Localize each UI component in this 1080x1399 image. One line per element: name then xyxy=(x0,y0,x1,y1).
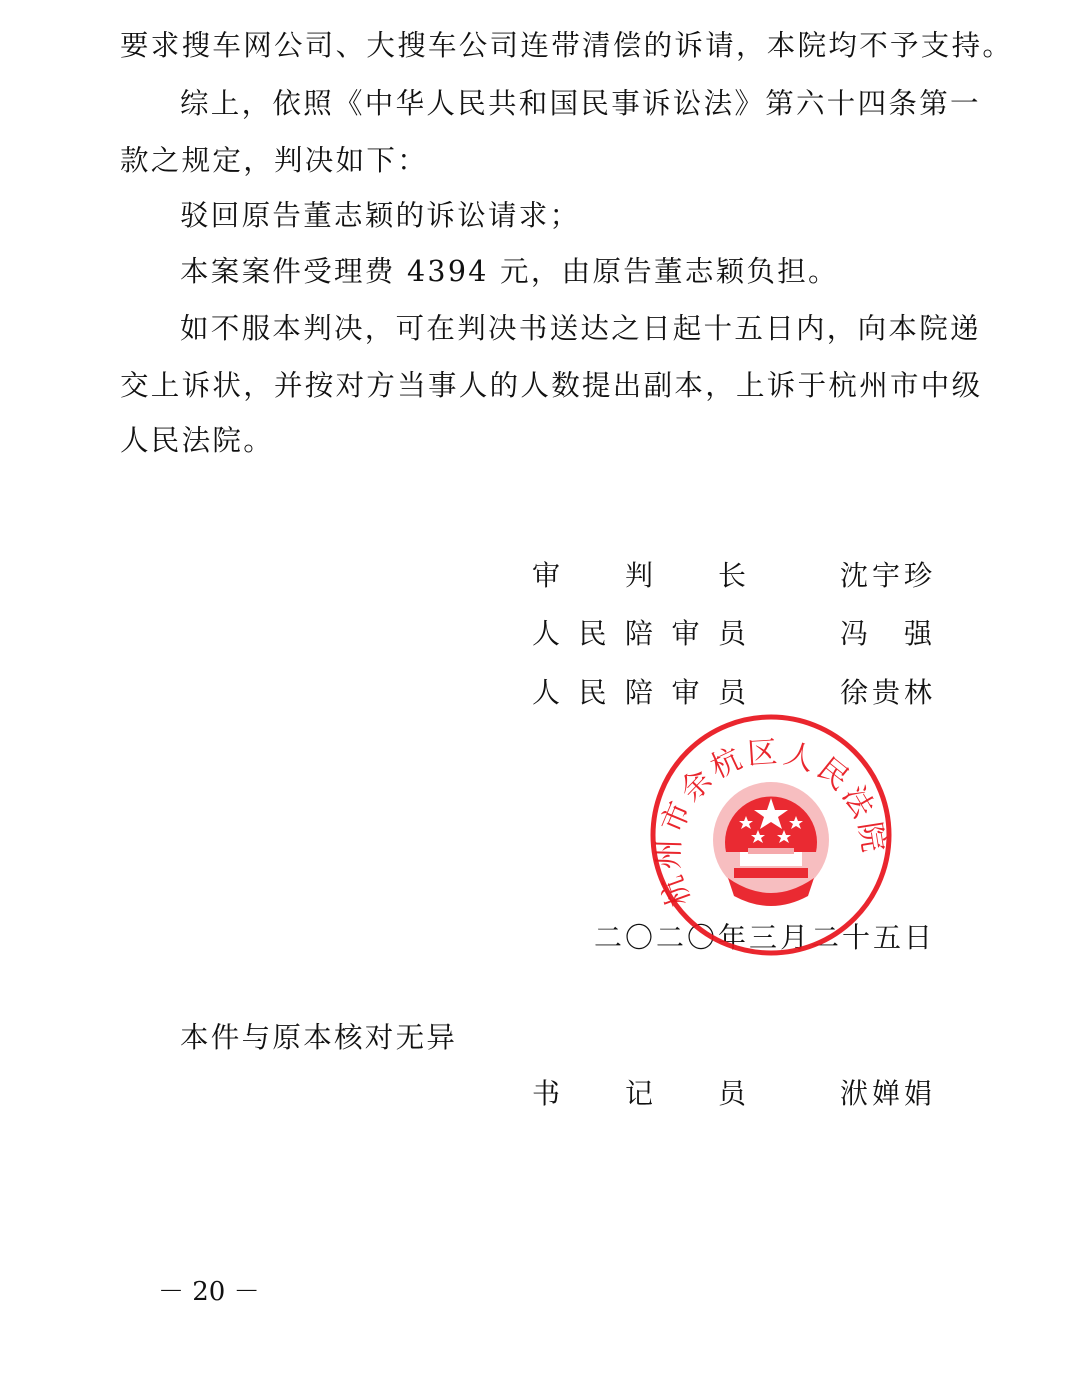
name-char: 娟 xyxy=(903,1077,932,1110)
role-char: 陪 xyxy=(624,676,653,709)
name-char: 贵 xyxy=(871,676,900,709)
name-char: 沈 xyxy=(840,559,869,592)
role-char: 人 xyxy=(532,617,561,650)
signature-juror-2 xyxy=(532,673,952,713)
fee-line: 本案案件受理费 4394 元，由原告董志颖负担。 xyxy=(180,255,839,288)
verification-note: 本件与原本核对无异 xyxy=(180,1021,458,1054)
signature-role xyxy=(532,673,746,713)
signature-role xyxy=(532,1074,746,1114)
body-line: 款之规定，判决如下： xyxy=(120,144,429,177)
role-char: 长 xyxy=(717,559,746,592)
role-char: 审 xyxy=(532,559,561,592)
judgment-item: 驳回原告董志颖的诉讼请求； xyxy=(180,199,581,232)
seal-text: 杭州市余杭区人民法院 xyxy=(651,734,892,912)
signature-clerk xyxy=(532,1074,952,1114)
role-char: 民 xyxy=(578,676,607,709)
name-char: 洑 xyxy=(840,1077,869,1110)
appeal-notice-line: 如不服本判决，可在判决书送达之日起十五日内，向本院递 xyxy=(180,312,981,345)
court-seal-icon xyxy=(648,712,894,958)
name-char: 强 xyxy=(903,617,932,650)
role-char: 审 xyxy=(671,617,700,650)
role-char: 陪 xyxy=(624,617,653,650)
signature-name xyxy=(840,673,932,713)
signature-name xyxy=(840,1074,932,1114)
role-char: 员 xyxy=(717,617,746,650)
role-char: 人 xyxy=(532,676,561,709)
signature-role xyxy=(532,614,746,654)
role-char: 记 xyxy=(624,1077,653,1110)
role-char: 判 xyxy=(624,559,653,592)
judgment-date: 二〇二〇年三月二十五日 xyxy=(594,921,936,954)
name-char: 徐 xyxy=(840,676,869,709)
role-char: 员 xyxy=(717,1077,746,1110)
national-emblem-icon xyxy=(713,782,829,906)
name-char: 林 xyxy=(903,676,932,709)
body-line: 综上，依照《中华人民共和国民事诉讼法》第六十四条第一 xyxy=(180,87,981,120)
role-char: 书 xyxy=(532,1077,561,1110)
name-char: 珍 xyxy=(903,559,932,592)
role-char: 民 xyxy=(578,617,607,650)
signature-juror-1 xyxy=(532,614,952,654)
page-number: － 20 － xyxy=(158,1277,260,1307)
body-line: 要求搜车网公司、大搜车公司连带清偿的诉请，本院均不予支持。 xyxy=(120,29,1014,62)
name-char: 婵 xyxy=(871,1077,900,1110)
signature-role xyxy=(532,556,746,596)
appeal-notice-line: 人民法院。 xyxy=(120,424,275,457)
signature-name xyxy=(840,556,932,596)
appeal-notice-line: 交上诉状，并按对方当事人的人数提出副本，上诉于杭州市中级 xyxy=(120,369,983,402)
signature-name xyxy=(840,614,932,654)
role-char: 审 xyxy=(671,676,700,709)
role-char: 员 xyxy=(717,676,746,709)
signature-presiding-judge xyxy=(532,556,952,596)
name-char: 宇 xyxy=(871,559,900,592)
name-char: 冯 xyxy=(840,617,869,650)
